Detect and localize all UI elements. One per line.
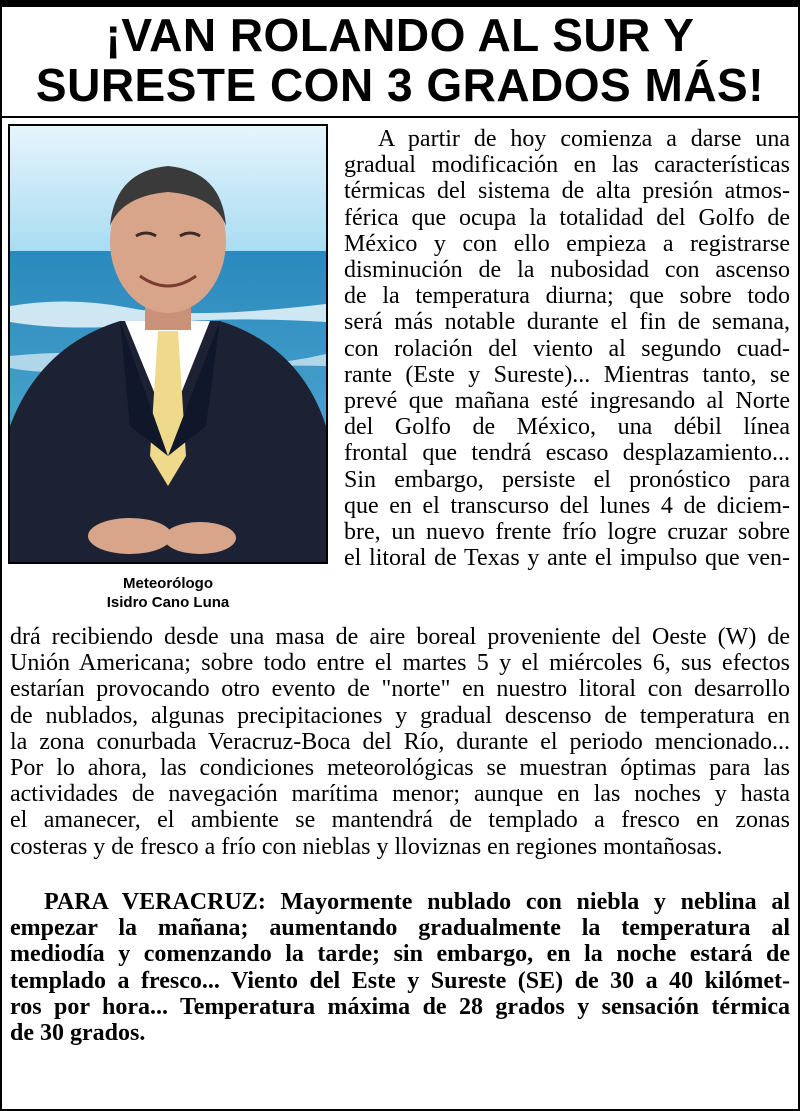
text-line: será más notable durante el fin de semana, [344, 309, 790, 336]
text-line: férica que ocupa la totalidad del Golfo de [344, 204, 790, 231]
photo-caption [8, 574, 328, 612]
text-line: la zona conurbada Veracruz-Boca del Río, durante el periodo mencionado... [10, 728, 790, 755]
text-line: del Golfo de México, una débil línea [344, 414, 790, 441]
caption-name: Isidro Cano Luna [106, 594, 230, 611]
text-line: Sin embargo, persiste el pronóstico para [344, 466, 790, 493]
article-body-full-width [10, 624, 790, 860]
caption-title: Meteorólogo [123, 575, 213, 592]
text-line: costeras y de fresco a frío con nieblas y lloviznas en regiones montañosas. [10, 833, 723, 860]
meteorologist-photo [8, 124, 328, 564]
text-line: drá recibiendo desde una masa de aire boreal proveniente del Oeste (W) de [10, 624, 790, 650]
text-line: estarían provocando otro evento de "norte" en nuestro litoral con desarrollo [10, 676, 790, 703]
text-line: frontal que tendrá escaso desplazamiento... [344, 440, 790, 467]
text-line: Unión Americana; sobre todo entre el martes 5 y el miércoles 6, sus efectos [10, 650, 790, 677]
text-line: con rolación del viento al segundo cuad- [344, 335, 790, 362]
text-line: de nublados, algunas precipitaciones y gradual descenso de temperatura en [10, 702, 790, 729]
text-line: el litoral de Texas y ante el impulso que ven- [344, 545, 790, 572]
text-line: México y con ello empieza a registrarse [344, 230, 790, 257]
text-line: que en el transcurso del lunes 4 de diciem- [344, 492, 790, 519]
text-line: disminución de la nubosidad con ascenso [344, 257, 790, 284]
text-line: de la temperatura diurna; que sobre todo [344, 283, 790, 310]
text-line: gradual modificación en las características [344, 152, 790, 179]
text-line: actividades de navegación marítima menor; aunque en las noches y hasta [10, 781, 790, 808]
text-line: de 30 grados. [10, 1020, 146, 1047]
headline-line-2: SURESTE CON 3 GRADOS MÁS! [35, 59, 765, 111]
text-line: Por lo ahora, las condiciones meteorológicas se muestran óptimas para las [10, 755, 790, 782]
headline [2, 10, 798, 110]
article-body-right-column [344, 126, 790, 571]
text-line: prevé que mañana esté ingresando al Norte [344, 388, 790, 415]
text-line: A partir de hoy comienza a darse una [378, 126, 790, 152]
forecast-paragraph [10, 889, 790, 1046]
text-line: bre, un nuevo frente frío logre cruzar sobre [344, 519, 790, 546]
top-border-strip [2, 2, 798, 7]
text-line: mediodía y comenzando la tarde; sin embargo, en la noche estará de [10, 941, 790, 968]
text-line: ros por hora... Temperatura máxima de 28 grados y sensación térmica [10, 993, 790, 1020]
headline-rule [2, 116, 798, 118]
text-line: templado a fresco... Viento del Este y Sureste (SE) de 30 a 40 kilómet- [10, 967, 790, 994]
text-line: térmicas del sistema de alta presión atmos- [344, 178, 790, 205]
text-line: PARA VERACRUZ: Mayormente nublado con niebla y neblina al [44, 889, 790, 915]
text-line: empezar la mañana; aumentando gradualmente la temperatura al [10, 915, 790, 942]
text-line: rante (Este y Sureste)... Mientras tanto, se [344, 361, 790, 388]
text-line: el amanecer, el ambiente se mantendrá de templado a fresco en zonas [10, 807, 790, 834]
headline-line-1: ¡VAN ROLANDO AL SUR Y [105, 9, 695, 61]
